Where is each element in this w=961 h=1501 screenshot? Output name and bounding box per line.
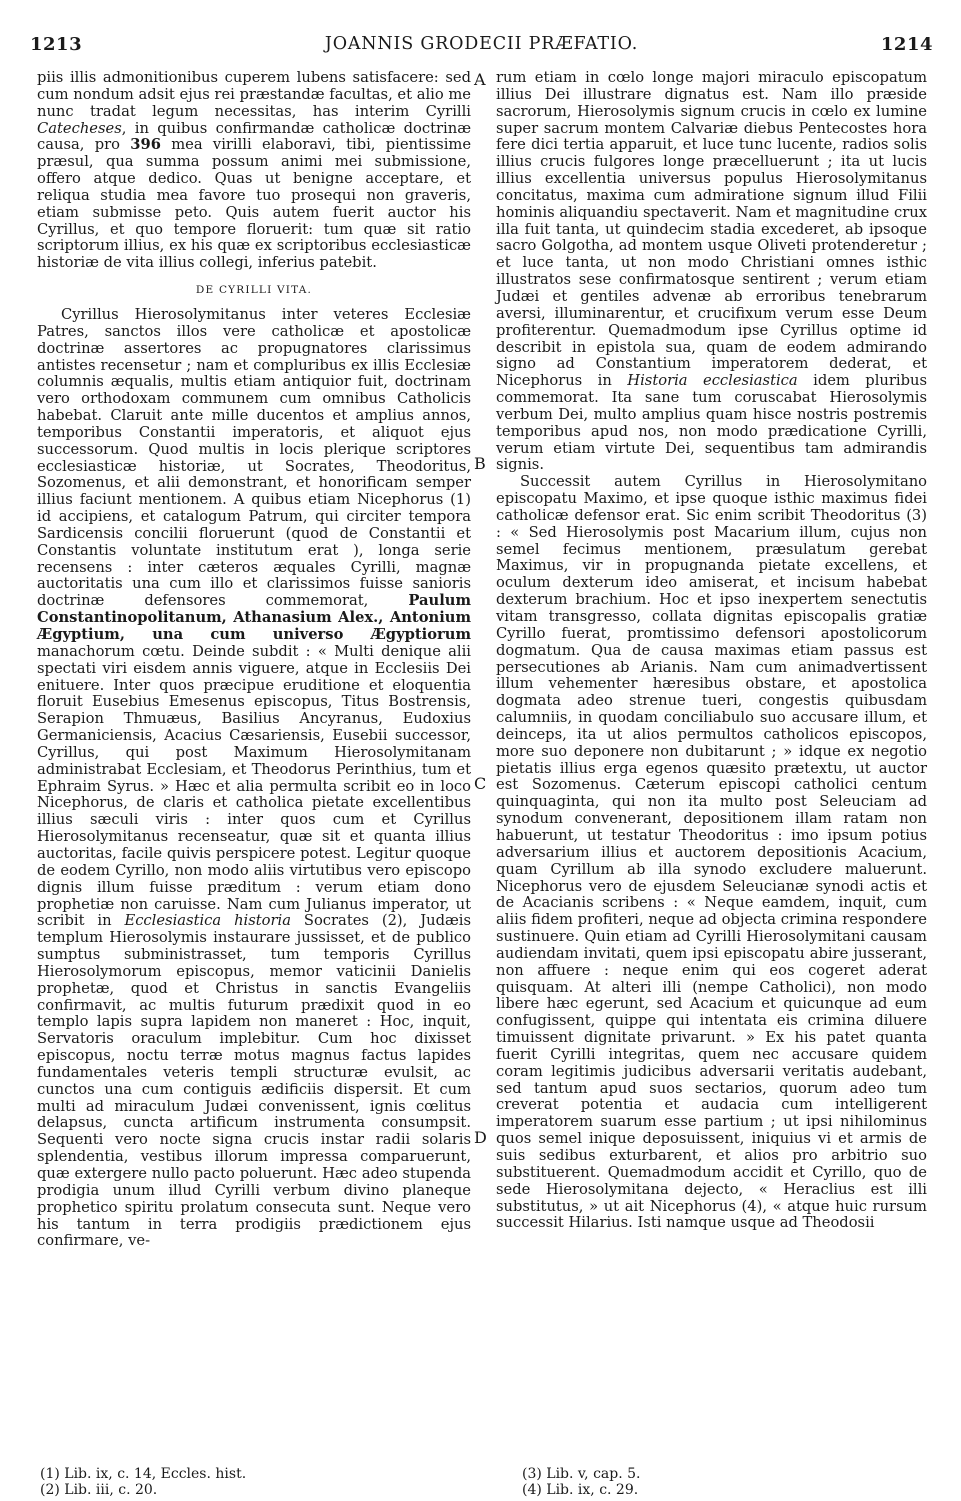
- left-paragraph-2: Cyrillus Hierosolymitanus inter veteres Ecclesiæ Patres, sanctos illos vere catholicæ et apostolicæ doctrinæ assertores ac propugnatores clarissimus antistes recensetur ; nam et compluribus ex illis Ecclesiæ columnis æqualis, multis etiam antiquior fuit, doctrinam vero orthodoxam communem cum omnibus Catholicis habebat. Claruit ante mille ducentos et amplius annos, temporibus Constantii imperatoris, et aliquot ejus successorum. Quod multis in locis plerique scriptores ecclesiasticæ historiæ, ut Socrates, Theodoritus, Sozomenus, et alii demonstrant, et honorificam semper illius faciunt mentionem. A quibus etiam Nicephorus (1) id accipiens, et catalogum Patrum, qui circiter tempora Sardicensis concilii floruerunt (quod de Constantii et Constantis voluntate institutum erat ), longa serie recensens : inter cæteros æquales Cyrilli, magnæ auctoritatis una cum illo et clarissimos fuisse sanioris doctrinæ defensores commemorat, Paulum Constantinopolitanum, Athanasium Alex., Antonium Ægyptium, una cum universo Ægyptiorum manachorum cœtu. Deinde subdit : « Multi denique alii spectati viri eisdem annis viguere, atque in Ecclesiis Dei enituere. Inter quos præcipue eruditione et eloquentia floruit Eusebius Emesenus episcopus, Titus Bostrensis, Serapion Thmuæus, Basilius Ancyranus, Eudoxius Germaniciensis, Acacius Cæsariensis, Eusebii successor, Cyrillus, qui post Maximum Hierosolymitanam administrabat Ecclesiam, et Theodorus Perinthius, tum et Ephraim Syrus. » Hæc et alia permulta scribit eo in loco Nicephorus, de claris et catholica pietate excellentibus illius sæculi viris : inter quos cum et Cyrillus Hierosolymitanus recenseatur, quæ sit et quanta illius auctoritas, facile quivis perspicere potest. Legitur quoque de eodem Cyrillo, non modo aliis virtutibus vero episcopo dignis illum fuisse præditum : verum etiam dono prophetiæ non caruisse. Nam cum Julianus imperator, ut scribit in Ecclesiastica historia Socrates (2), Judæis templum Hierosolymis instaurare jussisset, et de publico sumptus subministrasset, tum temporis Cyrillus Hierosolymorum episcopus, memor vaticinii Danielis prophetæ, quod et Christus in sanctis Evangeliis confirmavit, ac multis futurum prædixit quod in eo templo lapis supra lapidem non maneret : Hoc, inquit, Servatoris oraculum implebitur. Cum hoc dixisset episcopus, noctu terræ motus magnus factus lapides fundamentales veteris templi structuræ evulsit, ac cunctos una cum contiguis ædificiis dispersit. Et cum multi ad miraculum Judæi convenissent, ignis cœlitus delapsus, cuncta artificum instrumenta consumpsit. Sequenti vero nocte signa crucis instar radii solaris splendentia, vestibus illorum impressa comparuerunt, quæ extergere nullo pacto poluerunt. Hæc adeo stupenda prodigia unum illud Cyrilli verbum divino planeque prophetico spiritu prolatum consecuta sunt. Neque vero his tantum in terra prodigiis prædictionem ejus confirmare, ve-: [37, 305, 472, 1250]
- margin-letter-c: C: [474, 774, 487, 793]
- catecheses-title: Catecheses: [37, 119, 122, 137]
- left-column: [37, 70, 471, 1250]
- footnote-3: (3) Lib. v, cap. 5.: [522, 1466, 641, 1482]
- column-number: 396: [130, 136, 161, 154]
- left-paragraph-1: piis illis admonitionibus cuperem lubens satisfacere: sed cum nondum adsit ejus rei præstandæ facultas, et alio me nunc tradat legum necessitas, has interim Cyrilli Catecheses, in quibus confirmandæ catholicæ doctrinæ causa, pro 396 mea virilli elaboravi, tibi, pientissime præsul, qua summa possum animi mei submissione, offero atque dedico. Quas ut benigne acceptare, et reliqua studia mea favore tuo prosequi non graveris, etiam submisse peto. Quis autem fuerit auctor his Cyrillus, et quo tempore floruerit: tum quæ sit ratio scriptorum illius, ex his quæ ex scriptoribus ecclesiasticæ historiæ de vita illius collegi, inferius patebit.: [37, 69, 472, 272]
- eccl-history-title: Ecclesiastica historia: [124, 912, 291, 930]
- section-heading: DE CYRILLI VITA.: [195, 284, 313, 297]
- footnote-1: (1) Lib. ix, c. 14, Eccles. hist.: [40, 1466, 247, 1482]
- right-page-number: 1214: [880, 34, 933, 55]
- right-paragraph-1: rum etiam in cœlo longe majori miraculo episcopatum illius Dei illustrare dignatus est. Nam illo præside sacrorum, Hierosolymis signum crucis in cœlo ex lumine super sacrum montem Calvariæ diebus Pentecostes hora fere dici tertia apparuit, et luce tunc lucente, radios solis illius crucis fulgores longe præcelluerunt ; ita ut lucis illius excellentia universus populus Hierosolymitanus concitatus, maxima cum admiratione signum illud Filii hominis aliquandiu spectaverit. Nam et magnitudine crux illa fuit tanta, ut quindecim stadia excederet, ab ipsoque sacro Golgotha, ad montem usque Oliveti protenderetur ; et luce tanta, ut non modo Christiani omnes isthic illustratos sese confirmatosque sentirent ; verum etiam Judæi et gentiles advenæ ab erroribus tenebrarum aversi, illuminarentur, et crucifixum verum esse Deum profiterentur. Quemadmodum ipse Cyrillus optime id describit in epistola sua, quam de eodem admirando signo ad Constantium imperatorem dederat, et Nicephorus in Historia ecclesiastica idem pluribus commemorat. Ita sane tum coruscabat Hierosolymis verbum Dei, multo amplius quam hisce nostris postremis temporibus apud nos, non modo prædicatione Cyrilli, verum etiam virtute Dei, sequentibus tam admirandis signis.: [496, 69, 927, 474]
- running-title: JOANNIS GRODECII PRÆFATIO.: [324, 34, 639, 54]
- page-header: [30, 34, 933, 58]
- left-page-number: 1213: [30, 34, 83, 55]
- margin-letter-d: D: [474, 1128, 487, 1147]
- right-paragraph-2: Successit autem Cyrillus in Hierosolymitano episcopatu Maximo, et ipse quoque isthic maximus fidei catholicæ defensor erat. Sic enim scribit Theodoritus (3) : « Sed Hierosolymis post Macarium illum, cujus non semel fecimus mentionem, præsulatum gerebat Maximus, vir in propugnanda pietate excellens, et oculum dexterum ideo amiserat, et incisum habebat dexterum brachium. Hoc et ipso inexpertem senectutis vitam transgresso, collata dignitas episcopalis gratiæ Cyrillo fuerat, promtissimo defensori apostolicorum dogmatum. Qua de causa maximas etiam passus est persecutiones ab Arianis. Nam cum animadvertissent illum vehementer hæresibus obstare, et apostolica dogmata adeo strenue tueri, congestis quibusdam calumniis, in quodam conciliabulo suo accusare illum, et deinceps, ita ut alios permultos catholicos episcopos, more suo deponere non dubitarunt ; » idque ex negotio pietatis illius erga egenos quæsito prætextu, ut auctor est Sozomenus. Cæterum episcopi catholici centum quinquaginta, qui non ita multo post Seleuciam ad synodum convenerant, depositionem illam ratam non habuerunt, ut testatur Theodoritus : imo ipsum potius adversarium illius et auctorem depositionis Acacium, quam Cyrillum ab illa synodo excludere maluerunt. Nicephorus vero de ejusdem Seleucianæ synodi actis et de Acacianis scribens : « Neque eamdem, inquit, cum aliis fidem profiteri, neque ad objecta crimina respondere sustinuere. Quin etiam ad Cyrilli Hierosolymitani causam audiendam invitati, quem ipsi episcopatu abire jusserant, non affuere : neque enim qui eos cogeret aderat quisquam. At alteri illi (nempe Catholici), non modo libere hæc egerunt, sed Acacium et quicunque ad eum confugissent, quippe qui intentata eis crimina diluere timuissent dignitate privarunt. » Ex his patet quanta fuerit Cyrilli integritas, quem nec accusare quidem coram legitimis judicibus adversarii veritatis audebant, sed tantum apud suos sectarios, quorum adeo tum creverat potentia et audacia cum intelligerent imperatorem suarum esse partium ; ut ipsi nihilominus quos semel inique deposuissent, iniquius vi et armis de suis sedibus exturbarent, et alios pro arbitrio suo substituerent. Quemadmodum accidit et Cyrillo, quo de sede Hierosolymitana dejecto, « Heraclius est illi substitutus, » ut ait Nicephorus (4), « atque huic rursum successit Hilarius. Isti namque usque ad Theodosii: [496, 473, 927, 1232]
- footnotes-left: [40, 1466, 246, 1498]
- right-column: [496, 70, 927, 1232]
- footnote-2: (2) Lib. iii, c. 20.: [40, 1482, 158, 1498]
- margin-letter-b: B: [474, 454, 486, 473]
- footnote-4: (4) Lib. ix, c. 29.: [522, 1482, 639, 1498]
- historia-title: Historia ecclesiastica: [627, 372, 798, 390]
- margin-letter-a: A: [474, 70, 486, 89]
- footnotes-right: [522, 1466, 640, 1498]
- bold-names: Paulum Constantinopolitanum, Athanasium Alex., Antonium Ægyptium, una cum universo Ægyptiorum: [37, 592, 471, 643]
